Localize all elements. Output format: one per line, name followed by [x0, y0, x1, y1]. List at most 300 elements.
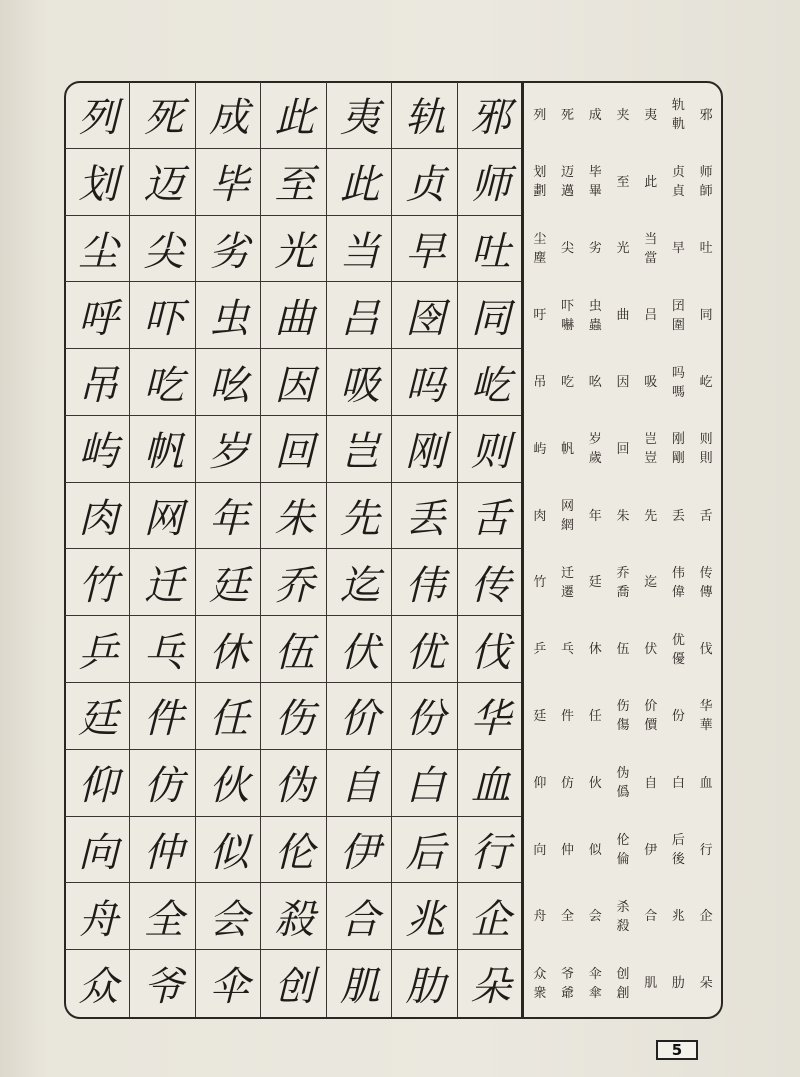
traditional-char: 當 [644, 250, 658, 266]
traditional-char: 遷 [561, 584, 575, 600]
handwriting-cell: 企 [458, 883, 523, 950]
simplified-char: 师 [699, 165, 713, 181]
reference-cell [692, 750, 720, 817]
reference-cell [665, 817, 693, 884]
reference-cell [554, 216, 582, 283]
handwriting-cell: 伪 [261, 750, 326, 817]
traditional-char: 傷 [616, 718, 630, 734]
traditional-char: 創 [616, 985, 630, 1001]
traditional-char: 殺 [616, 918, 630, 934]
reference-cell [665, 683, 693, 750]
reference-cell [637, 349, 665, 416]
simplified-char: 杀 [616, 899, 630, 915]
reference-cell [609, 149, 637, 216]
reference-cell [581, 149, 609, 216]
reference-cell [526, 950, 554, 1017]
simplified-char: 迈 [561, 165, 575, 181]
handwriting-cell: 死 [130, 82, 195, 149]
simplified-char: 肌 [644, 976, 658, 992]
handwriting-cell: 回 [261, 416, 326, 483]
simplified-char: 价 [644, 699, 658, 715]
simplified-char: 当 [644, 231, 658, 247]
simplified-char: 曲 [616, 308, 630, 324]
handwriting-cell: 向 [65, 817, 130, 884]
reference-cell [609, 616, 637, 683]
reference-cell [609, 483, 637, 550]
reference-cell [609, 750, 637, 817]
simplified-char: 伍 [616, 642, 630, 658]
handwriting-cell: 廷 [65, 683, 130, 750]
handwriting-cell: 竹 [65, 549, 130, 616]
reference-cell [665, 883, 693, 950]
reference-cell [609, 683, 637, 750]
simplified-char: 肋 [671, 976, 685, 992]
simplified-char: 回 [616, 441, 630, 457]
simplified-char: 此 [644, 174, 658, 190]
grid-divider [521, 82, 524, 1017]
reference-cell [554, 950, 582, 1017]
simplified-char: 乓 [561, 642, 575, 658]
handwriting-cell: 呼 [65, 282, 130, 349]
handwriting-cell: 优 [392, 616, 457, 683]
simplified-char: 刚 [671, 432, 685, 448]
traditional-char: 嚇 [561, 317, 575, 333]
simplified-char: 后 [671, 833, 685, 849]
simplified-char: 至 [616, 174, 630, 190]
handwriting-cell: 爷 [130, 950, 195, 1017]
reference-cell [692, 817, 720, 884]
reference-cell [526, 883, 554, 950]
handwriting-cell: 舟 [65, 883, 130, 950]
reference-cell [554, 683, 582, 750]
handwriting-cell: 吸 [327, 349, 392, 416]
handwriting-cell: 乓 [130, 616, 195, 683]
simplified-char: 囝 [671, 298, 685, 314]
handwriting-cell: 后 [392, 817, 457, 884]
simplified-char: 舟 [533, 909, 547, 925]
simplified-char: 网 [561, 499, 575, 515]
reference-cell [581, 883, 609, 950]
handwriting-cell: 自 [327, 750, 392, 817]
reference-cell [581, 82, 609, 149]
simplified-char: 早 [671, 241, 685, 257]
handwriting-cell: 丢 [392, 483, 457, 550]
handwriting-cell: 成 [196, 82, 261, 149]
simplified-char: 吃 [561, 375, 575, 391]
handwriting-cell: 因 [261, 349, 326, 416]
handwriting-cell: 伐 [458, 616, 523, 683]
handwriting-cell: 殺 [261, 883, 326, 950]
handwriting-cell: 虫 [196, 282, 261, 349]
reference-cell [526, 616, 554, 683]
reference-cell [581, 817, 609, 884]
simplified-char: 吁 [533, 308, 547, 324]
simplified-char: 朵 [699, 976, 713, 992]
handwriting-cell: 朵 [458, 950, 523, 1017]
reference-cell [665, 149, 693, 216]
reference-cell [665, 282, 693, 349]
simplified-char: 众 [533, 966, 547, 982]
simplified-char: 成 [588, 107, 602, 123]
reference-cell [637, 82, 665, 149]
simplified-char: 年 [588, 508, 602, 524]
reference-cell [581, 416, 609, 483]
reference-cell [609, 282, 637, 349]
reference-cell [526, 750, 554, 817]
reference-cell [554, 817, 582, 884]
simplified-char: 迁 [561, 565, 575, 581]
simplified-char: 吐 [699, 241, 713, 257]
traditional-char: 剛 [671, 451, 685, 467]
handwriting-cell: 迁 [130, 549, 195, 616]
simplified-char: 任 [588, 708, 602, 724]
handwriting-cell: 岁 [196, 416, 261, 483]
simplified-char: 伊 [644, 842, 658, 858]
handwriting-cell: 早 [392, 216, 457, 283]
reference-cell [665, 416, 693, 483]
reference-cell [581, 483, 609, 550]
handwriting-grid [65, 82, 523, 1017]
handwriting-cell: 列 [65, 82, 130, 149]
handwriting-cell: 邪 [458, 82, 523, 149]
handwriting-cell: 全 [130, 883, 195, 950]
handwriting-cell: 轨 [392, 82, 457, 149]
handwriting-cell: 廷 [196, 549, 261, 616]
traditional-char: 僞 [616, 785, 630, 801]
traditional-char: 衆 [533, 985, 547, 1001]
simplified-char: 休 [588, 642, 602, 658]
simplified-char: 屿 [533, 441, 547, 457]
simplified-char: 舌 [699, 508, 713, 524]
page-number: 5 [656, 1040, 698, 1060]
traditional-char: 邁 [561, 184, 575, 200]
handwriting-cell: 任 [196, 683, 261, 750]
reference-cell [609, 950, 637, 1017]
reference-cell [637, 883, 665, 950]
handwriting-cell: 夷 [327, 82, 392, 149]
reference-cell [581, 282, 609, 349]
handwriting-cell: 光 [261, 216, 326, 283]
reference-cell [637, 282, 665, 349]
handwriting-cell: 吓 [130, 282, 195, 349]
reference-cell [665, 549, 693, 616]
reference-grid [526, 82, 720, 1017]
handwriting-cell: 舌 [458, 483, 523, 550]
traditional-char: 價 [644, 718, 658, 734]
traditional-char: 蟲 [588, 317, 602, 333]
simplified-char: 帆 [561, 441, 575, 457]
simplified-char: 则 [699, 432, 713, 448]
reference-cell [637, 149, 665, 216]
reference-cell [526, 349, 554, 416]
simplified-char: 先 [644, 508, 658, 524]
simplified-char: 列 [533, 107, 547, 123]
traditional-char: 歲 [588, 451, 602, 467]
simplified-char: 伏 [644, 642, 658, 658]
handwriting-cell: 刚 [392, 416, 457, 483]
reference-cell [692, 349, 720, 416]
handwriting-cell: 休 [196, 616, 261, 683]
simplified-char: 邪 [699, 107, 713, 123]
reference-cell [526, 216, 554, 283]
reference-cell [665, 750, 693, 817]
simplified-char: 仰 [533, 775, 547, 791]
reference-cell [692, 483, 720, 550]
simplified-char: 岁 [588, 432, 602, 448]
simplified-char: 会 [588, 909, 602, 925]
handwriting-cell: 传 [458, 549, 523, 616]
reference-cell [665, 483, 693, 550]
simplified-char: 白 [671, 775, 685, 791]
reference-cell [526, 683, 554, 750]
reference-cell [665, 349, 693, 416]
reference-cell [581, 616, 609, 683]
traditional-char: 則 [699, 451, 713, 467]
simplified-char: 吓 [561, 298, 575, 314]
reference-cell [637, 750, 665, 817]
reference-cell [692, 282, 720, 349]
simplified-char: 虫 [588, 298, 602, 314]
handwriting-cell: 吕 [327, 282, 392, 349]
reference-cell [609, 549, 637, 616]
simplified-char: 伪 [616, 766, 630, 782]
handwriting-cell: 伤 [261, 683, 326, 750]
handwriting-cell: 此 [261, 82, 326, 149]
traditional-char: 師 [699, 184, 713, 200]
traditional-char: 豈 [644, 451, 658, 467]
reference-cell [609, 416, 637, 483]
reference-cell [692, 149, 720, 216]
handwriting-cell: 毕 [196, 149, 261, 216]
traditional-char: 優 [671, 651, 685, 667]
reference-cell [665, 216, 693, 283]
reference-cell [581, 349, 609, 416]
handwriting-cell: 朱 [261, 483, 326, 550]
handwriting-cell: 仰 [65, 750, 130, 817]
reference-cell [554, 149, 582, 216]
simplified-char: 企 [699, 909, 713, 925]
simplified-char: 份 [671, 708, 685, 724]
handwriting-cell: 迈 [130, 149, 195, 216]
reference-cell [692, 416, 720, 483]
simplified-char: 兆 [671, 909, 685, 925]
simplified-char: 竹 [533, 575, 547, 591]
simplified-char: 华 [699, 699, 713, 715]
simplified-char: 合 [644, 909, 658, 925]
handwriting-cell: 兆 [392, 883, 457, 950]
handwriting-cell: 师 [458, 149, 523, 216]
traditional-char: 傘 [588, 985, 602, 1001]
traditional-char: 網 [561, 518, 575, 534]
reference-cell [554, 282, 582, 349]
simplified-char: 伟 [671, 565, 685, 581]
handwriting-cell: 贞 [392, 149, 457, 216]
handwriting-cell: 件 [130, 683, 195, 750]
reference-cell [554, 483, 582, 550]
reference-cell [554, 82, 582, 149]
simplified-char: 吆 [588, 375, 602, 391]
traditional-char: 傳 [699, 584, 713, 600]
traditional-char: 軌 [671, 117, 685, 133]
reference-cell [609, 216, 637, 283]
handwriting-cell: 白 [392, 750, 457, 817]
handwriting-cell: 屿 [65, 416, 130, 483]
simplified-char: 仿 [561, 775, 575, 791]
handwriting-cell: 乔 [261, 549, 326, 616]
handwriting-cell: 伟 [392, 549, 457, 616]
simplified-char: 丢 [671, 508, 685, 524]
simplified-char: 伐 [699, 642, 713, 658]
handwriting-cell: 血 [458, 750, 523, 817]
handwriting-cell: 尖 [130, 216, 195, 283]
handwriting-cell: 吃 [130, 349, 195, 416]
reference-cell [637, 216, 665, 283]
handwriting-cell: 年 [196, 483, 261, 550]
simplified-char: 吸 [644, 375, 658, 391]
simplified-char: 尖 [561, 241, 575, 257]
handwriting-cell: 肌 [327, 950, 392, 1017]
handwriting-cell: 此 [327, 149, 392, 216]
handwriting-cell: 吗 [392, 349, 457, 416]
reference-cell [526, 282, 554, 349]
reference-cell [637, 416, 665, 483]
handwriting-cell: 同 [458, 282, 523, 349]
reference-cell [637, 616, 665, 683]
simplified-char: 夹 [616, 107, 630, 123]
simplified-char: 因 [616, 375, 630, 391]
reference-cell [609, 82, 637, 149]
traditional-char: 倫 [616, 852, 630, 868]
simplified-char: 创 [616, 966, 630, 982]
handwriting-cell: 价 [327, 683, 392, 750]
handwriting-cell: 会 [196, 883, 261, 950]
reference-cell [692, 216, 720, 283]
simplified-char: 伤 [616, 699, 630, 715]
traditional-char: 爺 [561, 985, 575, 1001]
reference-cell [554, 416, 582, 483]
handwriting-cell: 当 [327, 216, 392, 283]
traditional-char: 劃 [533, 184, 547, 200]
handwriting-cell: 华 [458, 683, 523, 750]
reference-cell [526, 483, 554, 550]
handwriting-cell: 伊 [327, 817, 392, 884]
reference-cell [637, 549, 665, 616]
simplified-char: 岂 [644, 432, 658, 448]
traditional-char: 畢 [588, 184, 602, 200]
reference-cell [581, 549, 609, 616]
handwriting-cell: 则 [458, 416, 523, 483]
handwriting-cell: 伞 [196, 950, 261, 1017]
handwriting-cell: 帆 [130, 416, 195, 483]
handwriting-cell: 肋 [392, 950, 457, 1017]
handwriting-cell: 似 [196, 817, 261, 884]
simplified-char: 传 [699, 565, 713, 581]
simplified-char: 似 [588, 842, 602, 858]
simplified-char: 夷 [644, 107, 658, 123]
simplified-char: 伙 [588, 775, 602, 791]
handwriting-cell: 尘 [65, 216, 130, 283]
simplified-char: 爷 [561, 966, 575, 982]
handwriting-cell: 合 [327, 883, 392, 950]
handwriting-cell: 仿 [130, 750, 195, 817]
reference-cell [692, 549, 720, 616]
reference-cell [581, 750, 609, 817]
handwriting-cell: 份 [392, 683, 457, 750]
simplified-char: 优 [671, 632, 685, 648]
simplified-char: 自 [644, 775, 658, 791]
handwriting-cell: 劣 [196, 216, 261, 283]
handwriting-cell: 创 [261, 950, 326, 1017]
reference-cell [581, 216, 609, 283]
traditional-char: 圍 [671, 317, 685, 333]
handwriting-cell: 岂 [327, 416, 392, 483]
simplified-char: 光 [616, 241, 630, 257]
simplified-char: 劣 [588, 241, 602, 257]
reference-cell [692, 683, 720, 750]
simplified-char: 廷 [533, 708, 547, 724]
reference-cell [554, 349, 582, 416]
simplified-char: 屹 [699, 375, 713, 391]
handwriting-cell: 伍 [261, 616, 326, 683]
handwriting-cell: 众 [65, 950, 130, 1017]
handwriting-cell: 吐 [458, 216, 523, 283]
simplified-char: 死 [561, 107, 575, 123]
handwriting-cell: 肉 [65, 483, 130, 550]
reference-cell [692, 82, 720, 149]
traditional-char: 貞 [671, 184, 685, 200]
reference-cell [526, 416, 554, 483]
handwriting-cell: 曲 [261, 282, 326, 349]
handwriting-cell: 伦 [261, 817, 326, 884]
simplified-char: 吗 [671, 365, 685, 381]
handwriting-cell: 伙 [196, 750, 261, 817]
reference-cell [581, 950, 609, 1017]
handwriting-cell: 伏 [327, 616, 392, 683]
simplified-char: 全 [561, 909, 575, 925]
handwriting-cell: 迄 [327, 549, 392, 616]
handwriting-cell: 网 [130, 483, 195, 550]
reference-cell [692, 883, 720, 950]
traditional-char: 喬 [616, 584, 630, 600]
reference-cell [526, 82, 554, 149]
simplified-char: 朱 [616, 508, 630, 524]
handwriting-cell: 行 [458, 817, 523, 884]
reference-cell [526, 817, 554, 884]
traditional-char: 塵 [533, 250, 547, 266]
handwriting-cell: 先 [327, 483, 392, 550]
simplified-char: 贞 [671, 165, 685, 181]
reference-cell [637, 683, 665, 750]
reference-cell [526, 149, 554, 216]
simplified-char: 行 [699, 842, 713, 858]
simplified-char: 肉 [533, 508, 547, 524]
simplified-char: 乒 [533, 642, 547, 658]
reference-cell [637, 483, 665, 550]
simplified-char: 伦 [616, 833, 630, 849]
simplified-char: 尘 [533, 231, 547, 247]
reference-cell [526, 549, 554, 616]
reference-cell [609, 349, 637, 416]
handwriting-cell: 囹 [392, 282, 457, 349]
simplified-char: 仲 [561, 842, 575, 858]
handwriting-cell: 至 [261, 149, 326, 216]
simplified-char: 同 [699, 308, 713, 324]
reference-cell [581, 683, 609, 750]
reference-cell [692, 616, 720, 683]
handwriting-cell: 吆 [196, 349, 261, 416]
reference-cell [637, 817, 665, 884]
reference-cell [554, 750, 582, 817]
